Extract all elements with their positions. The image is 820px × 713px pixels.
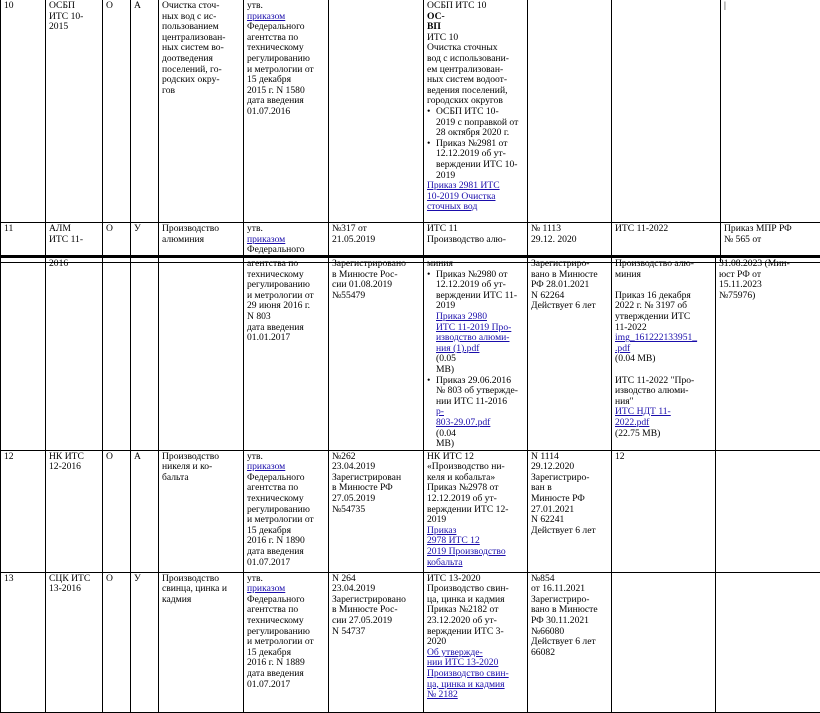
- registration-cell: N 264 23.04.2019 Зарегистрировано в Минюсте Рос- сии 27.05.2019 N 54737: [329, 572, 424, 712]
- its-document-link[interactable]: ния (1).pdf: [436, 343, 479, 354]
- approval-order: утв. приказом Федерального агентства по техническому регулированию и метрологии от 15 декабря 2016 г. N 1889 дата введения 01.07.2017: [244, 572, 329, 712]
- status-mark: А: [131, 450, 159, 572]
- registration-cell: №317 от 21.05.2019: [329, 223, 424, 263]
- row-number: 12: [1, 450, 46, 572]
- its-document-link[interactable]: нии ИТС 13-2020: [427, 658, 524, 669]
- its-document-link[interactable]: ИТС 11-2019 Про-: [436, 323, 524, 334]
- its-document-cell: ИТС 13-2020 Производство свин- ца, цинка и кадмия Приказ №2182 от 23.12.2020 об ут- верждении ИТС 3- 2020 Об утвержде- нии ИТС 13-2020 Производство свин- ца, цинка и кадмия № 2182: [424, 572, 528, 712]
- its-code: СЦК ИТС 13-2016: [46, 572, 103, 712]
- order-link[interactable]: приказом: [247, 11, 285, 22]
- status-mark: [131, 258, 159, 451]
- minjust-cell: [528, 0, 612, 223]
- minjust-cell: № 1113 29.12. 2020: [528, 223, 612, 263]
- its-name: Производство никеля и ко- бальта: [159, 450, 244, 572]
- approval-order: утв. приказом Федерального: [244, 223, 329, 263]
- its-document-link[interactable]: 2978 ИТС 12: [427, 536, 524, 547]
- its-document-link[interactable]: Приказ 2981 ИТС 10-2019 Очистка сточных вод: [427, 181, 524, 213]
- category-mark: О: [103, 0, 131, 223]
- list-item: • Приказ №2981 от 12.12.2019 об ут- верждении ИТС 10- 2019: [427, 139, 524, 181]
- minjust-cell: N 1114 29.12.2020 Зарегистриро- ван в Минюсте РФ 27.01.2021 N 62241 Действует 6 лет: [528, 450, 612, 572]
- minjust-cell: №854 от 16.11.2021 Зарегистриро- вано в Минюсте РФ 30.11.2021 №66080 Действует 6 лет 66082: [528, 572, 612, 712]
- its-code: ОСБП ИТС 10- 2015: [46, 0, 103, 223]
- its-document-link[interactable]: ца, цинка и кадмия: [427, 680, 524, 691]
- its-document-link[interactable]: p-: [436, 406, 444, 417]
- last-column-cell: [716, 572, 820, 712]
- registration-cell: №262 23.04.2019 Зарегистрирован в Минюсте РФ 27.05.2019 №54735: [329, 450, 424, 572]
- row-number: 10: [1, 0, 46, 223]
- last-column-cell: Приказ МПР РФ № 565 от: [721, 223, 820, 263]
- registration-cell: Зарегистрировано в Минюсте Рос- сии 01.08.2019 №55479: [329, 258, 424, 451]
- approval-order: утв. приказом Федерального агентства по техническому регулированию и метрологии от 15 декабря 2015 г. N 1580 дата введения 01.07.2016: [244, 0, 329, 223]
- status-mark: У: [131, 223, 159, 263]
- minjust-cell: Зарегистриро- вано в Минюсте РФ 28.01.2021 N 62264 Действует 6 лет: [528, 258, 612, 451]
- status-mark: А: [131, 0, 159, 223]
- category-mark: [103, 258, 131, 451]
- category-mark: О: [103, 223, 131, 263]
- order-link[interactable]: приказом: [247, 583, 285, 594]
- category-mark: О: [103, 572, 131, 712]
- its-document-cell: ИТС 11 Производство алю-: [424, 223, 528, 263]
- its-name: [159, 258, 244, 451]
- list-item: • ОСБП ИТС 10- 2019 с поправкой от 28 октября 2020 г.: [427, 107, 524, 139]
- its-name: Производство свинца, цинка и кадмия: [159, 572, 244, 712]
- its-2022-cell: [612, 572, 716, 712]
- its-document-link[interactable]: 2019 Производство: [427, 547, 524, 558]
- its-document-cell: НК ИТС 12 «Производство ни- келя и кобальта» Приказ №2978 от 12.12.2019 об ут- верждении ИТС 12- 2019 Приказ 2978 ИТС 12 2019 Производство кобальта: [424, 450, 528, 572]
- approval-order: агентства по техническому регулированию и метрологии от 29 июня 2016 г. N 803 дата введения 01.01.2017: [244, 258, 329, 451]
- table-row: [1, 450, 820, 572]
- its-document-link[interactable]: изводство алюми-: [436, 333, 524, 344]
- last-column-cell: [716, 450, 820, 572]
- list-item: • Приказ №2980 от 12.12.2019 об ут- верждении ИТС 11- 2019 Приказ 2980 ИТС 11-2019 Про- изводство алюми- ния (1).pdf (0.05 MB): [427, 270, 524, 376]
- its-document-link[interactable]: Приказ 2980: [436, 311, 487, 322]
- its-code: 2016: [46, 258, 103, 451]
- its-name: Производство алюминия: [159, 223, 244, 263]
- last-column-cell: |: [721, 0, 820, 223]
- row-number: 11: [1, 223, 46, 263]
- table-row: [1, 572, 820, 712]
- status-mark: У: [131, 572, 159, 712]
- order-link[interactable]: приказом: [247, 234, 285, 245]
- its-document-link[interactable]: Об утвержде-: [427, 647, 483, 658]
- row-number: 13: [1, 572, 46, 712]
- its-document-link[interactable]: кобальта: [427, 558, 524, 569]
- its-document-link[interactable]: № 2182: [427, 690, 524, 701]
- its-2022-cell: 12: [612, 450, 716, 572]
- its-2022-order-link[interactable]: .pdf: [615, 343, 630, 354]
- its-code: АЛМ ИТС 11-: [46, 223, 103, 263]
- its-2022-order-link[interactable]: img_161222133951_: [615, 333, 712, 344]
- its-2022-cell: ИТС 11-2022: [612, 223, 721, 263]
- its-document-link[interactable]: Производство свин-: [427, 669, 524, 680]
- table-row: [1, 258, 820, 451]
- its-2022-cell: [612, 0, 721, 223]
- order-link[interactable]: приказом: [247, 461, 285, 472]
- its-registry-table-upper: [0, 0, 820, 263]
- its-registry-table-lower: [0, 257, 820, 713]
- registration-cell: [329, 0, 424, 223]
- its-2022-document-link[interactable]: ИТС НДТ 11-: [615, 406, 671, 417]
- its-code: НК ИТС 12-2016: [46, 450, 103, 572]
- list-item: • Приказ 29.06.2016 № 803 об утвержде- нии ИТС 11-2016 p- 803-29.07.pdf (0.04 MB): [427, 376, 524, 450]
- its-document-link[interactable]: 803-29.07.pdf: [436, 417, 490, 428]
- its-document-cell: миния • Приказ №2980 от 12.12.2019 об ут- верждении ИТС 11- 2019 Приказ 2980 ИТС 11-2019 Про- изводство алюми- ния (1).pdf (0.05 MB) • Приказ 29.06.2016 № 803 об утвержде- нии ИТС 11-2016 p- 803-29.07.pdf (0.04 MB): [424, 258, 528, 451]
- table-row: [1, 0, 820, 223]
- row-number: [1, 258, 46, 451]
- its-name: Очистка сточ- ных вод с ис- пользованием централизован- ных систем во- доотведения поселений, го- родских окру- гов: [159, 0, 244, 223]
- its-2022-document-link[interactable]: 2022.pdf: [615, 417, 649, 428]
- last-column-cell: 31.08.2023 (Мин- юст РФ от 15.11.2023 №75976): [716, 258, 820, 451]
- category-mark: О: [103, 450, 131, 572]
- its-document-link[interactable]: Приказ: [427, 525, 456, 536]
- its-2022-cell: Производство алю- миния Приказ 16 декабря 2022 г. № 3197 об утверждении ИТС 11-2022 img_161222133951_ .pdf (0.04 MB) ИТС 11-2022 "Про- изводство алюми- ния" ИТС НДТ 11- 2022.pdf (22.75 MB): [612, 258, 716, 451]
- its-document-cell: ОСБП ИТС 10 ОС- ВП ИТС 10 Очистка сточных вод с использовани- ем централизован- ных систем водоот- ведения поселений, городских округов • ОСБП ИТС 10- 2019 с поправкой от 28 октября 2020 г. • Приказ №2981 от 12.12.2019 об ут- верждении ИТС 10- 2019 Приказ 2981 ИТС 10-2019 Очистка сточных вод: [424, 0, 528, 223]
- approval-order: утв. приказом Федерального агентства по техническому регулированию и метрологии от 15 декабря 2016 г. N 1890 дата введения 01.07.2017: [244, 450, 329, 572]
